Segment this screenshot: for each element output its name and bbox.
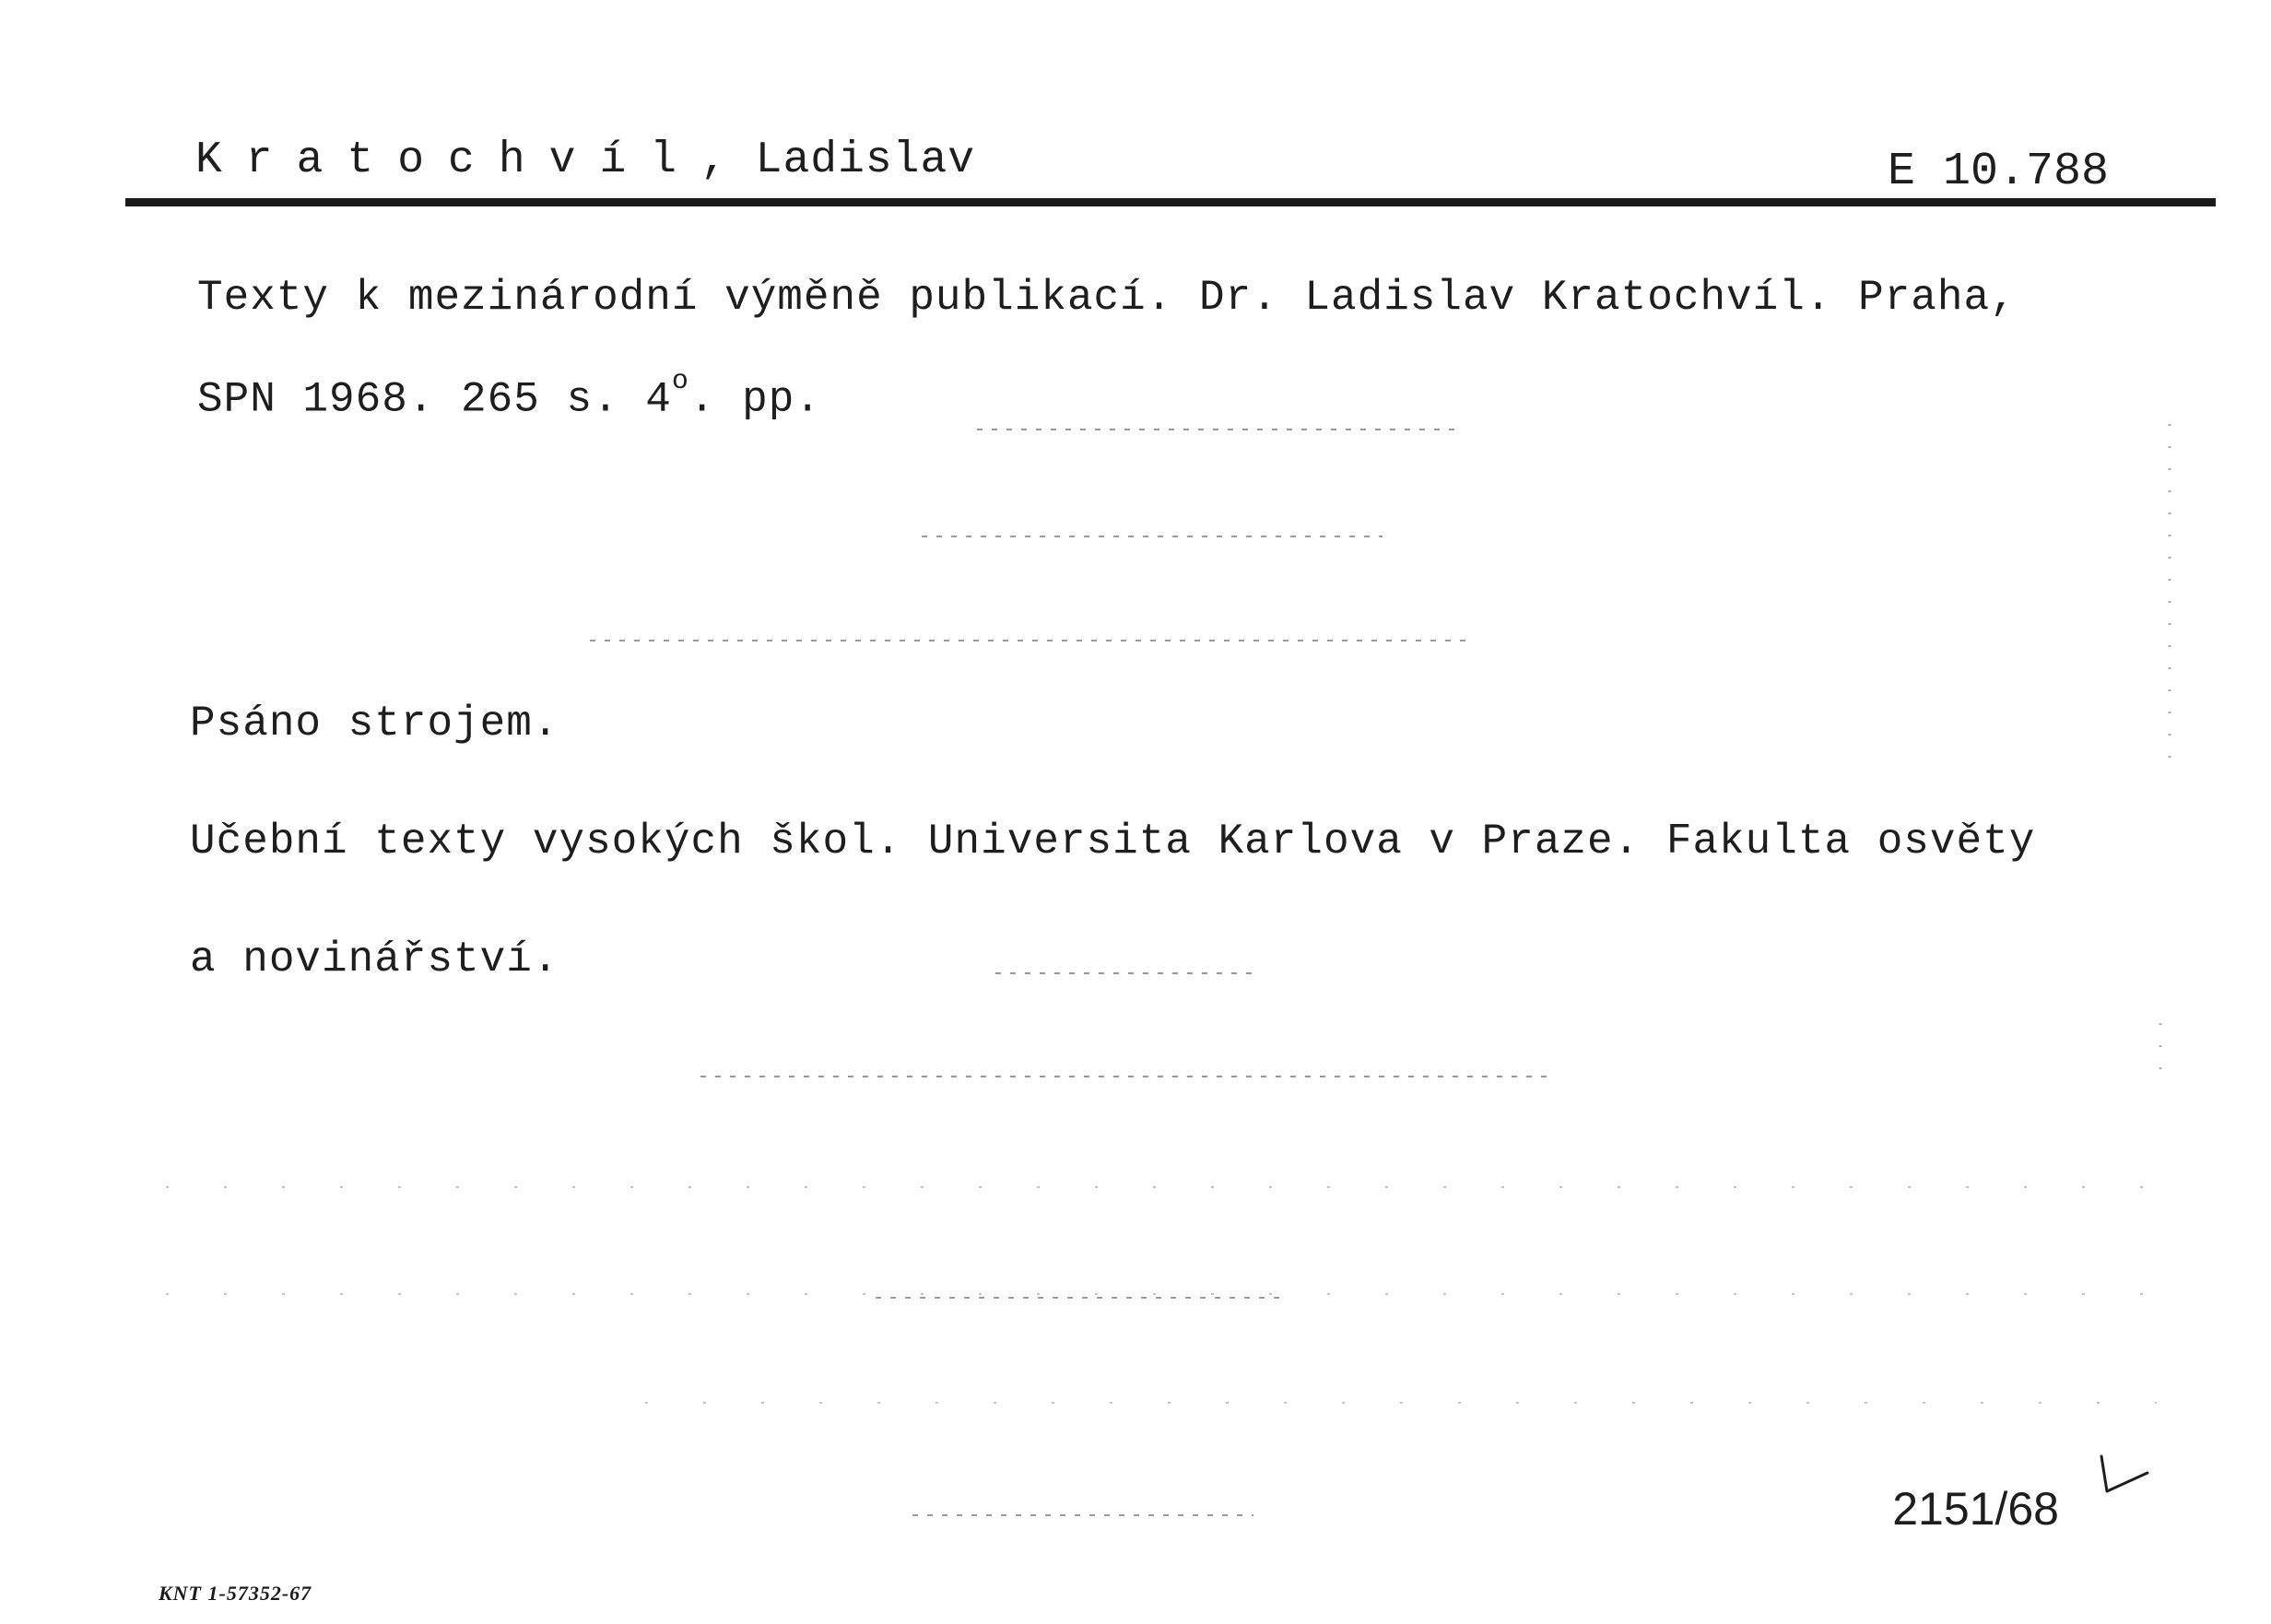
title-line-2 bbox=[197, 366, 821, 424]
series-line-1: Učební texty vysokých škol. Universita Karlova v Praze. Fakulta osvěty bbox=[190, 818, 2036, 865]
imprint-text: SPN 1968. 265 s. 4 bbox=[197, 375, 672, 424]
check-mark-icon bbox=[2098, 1454, 2149, 1497]
title-line-1: Texty k mezinárodní výměně publikací. Dr. Ladislav Kratochvíl. Praha, bbox=[197, 274, 2017, 322]
note-line: Psáno strojem. bbox=[190, 700, 559, 747]
accession-number: 2151/68 bbox=[1892, 1483, 2059, 1535]
printer-mark: KNT 1-57352-67 bbox=[159, 1582, 312, 1605]
series-line-2: a novinářství. bbox=[190, 936, 559, 983]
imprint-end: . pp. bbox=[688, 375, 821, 424]
format-superscript: o bbox=[671, 366, 689, 397]
author-surname: Kratochvíl bbox=[195, 135, 701, 185]
call-number: E 10.788 bbox=[1887, 146, 2109, 198]
heading-rule bbox=[125, 198, 2216, 206]
author-heading bbox=[195, 135, 976, 185]
author-given-name: , Ladislav bbox=[700, 135, 976, 185]
